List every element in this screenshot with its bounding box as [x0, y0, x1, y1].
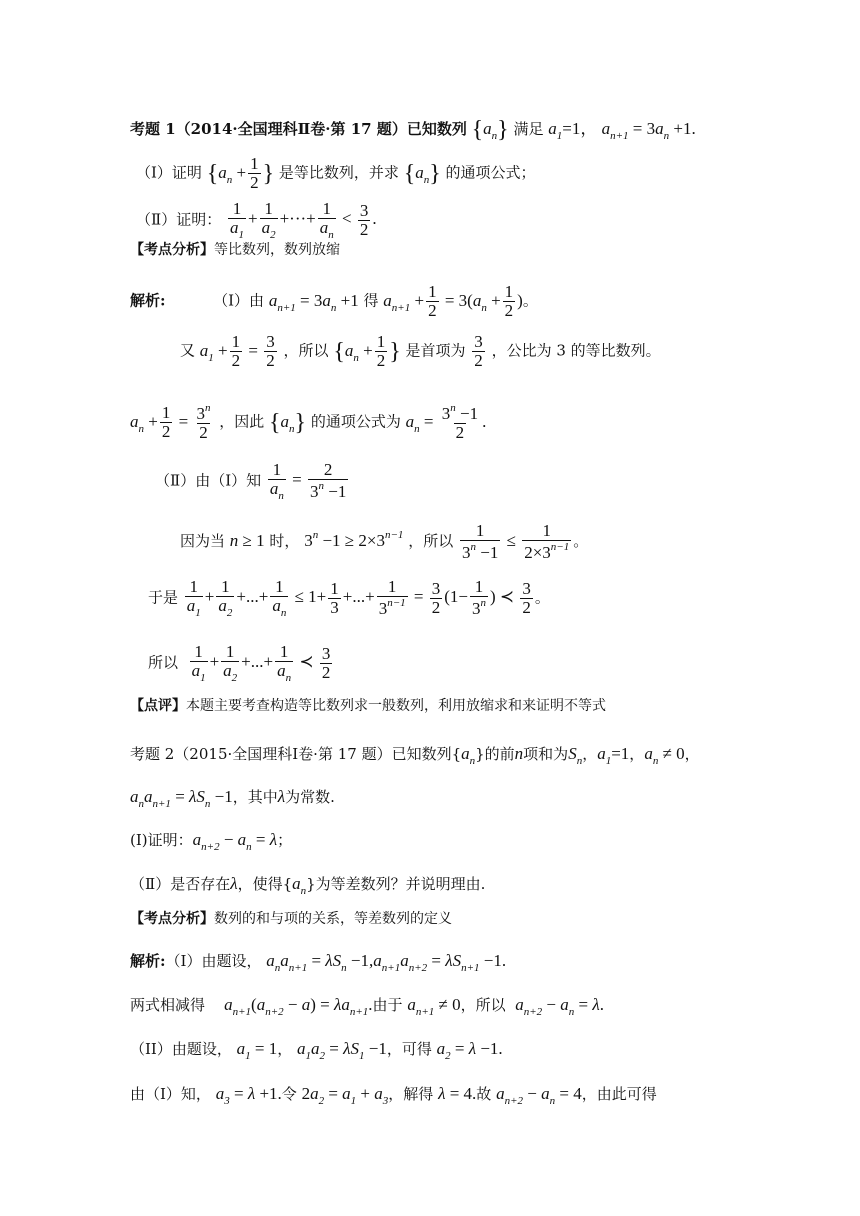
problem2-line2: $a_na_{n+1} = \lambda S_n -1$，其中λ为常数.: [130, 787, 335, 810]
problem1-solution-line2: 又 $a_1$ + $\frac{1}{2}$ = $\frac{3}{2}$ ，所以 {$a_n$ + $\frac{1}{2}$ } 是首项为 $\frac{3}{2}$ ，公比为 3 的等比数列。: [180, 332, 661, 370]
problem2-analysis: 【考点分析】数列的和与项的关系，等差数列的定义: [130, 911, 452, 927]
problem2-solution-line2: 两式相减得 $a_{n+1}(a_{n+2} - a) = \lambda a_{n+1}$.由于 $a_{n+1} \ne 0$，所以 $a_{n+2} - a_n = \lambda$.: [130, 995, 604, 1018]
problem2-solution-line1: 解析:（I）由题设， $a_na_{n+1} = \lambda S_n -1,a_{n+1}a_{n+2} = \lambda S_{n+1} -1$.: [130, 951, 507, 974]
problem2-solution-line3: （II）由题设， $a_1 = 1$， $a_1a_2 = \lambda S_1 -1$，可得 $a_2 = \lambda -1$.: [130, 1039, 503, 1062]
problem1-part1: （Ⅰ）证明 {$a_n$ + $\frac{1}{2}$ } 是等比数列，并求 $\{a_n\}$ 的通项公式；: [136, 154, 536, 192]
problem1-solution-line6: 于是 $\frac{1}{a_1}$ + $\frac{1}{a_2}$ +...+ $\frac{1}{a_n}$ ≤ 1+ $\frac{1}{3}$ +...+ $\frac{1}{3^{n-1}}$ = $\frac{3}{2}$ (1− $\frac{1}{3^n}$ ) ≺ $\frac{3}{2}$ 。: [148, 577, 550, 619]
problem2-part2: （Ⅱ）是否存在λ，使得$\{a_n\}$为等差数列？并说明理由.: [130, 874, 486, 897]
problem1-comment: 【点评】本题主要考查构造等比数列求一般数列，利用放缩求和来证明不等式: [130, 698, 606, 714]
problem1-part2: （Ⅱ）证明： $\frac{1}{a_1}$ + $\frac{1}{a_2}$ +···+ $\frac{1}{a_n}$ < $\frac{3}{2}$ .: [136, 199, 377, 241]
problem2-solution-line4: 由（I）知， $a_3 = \lambda +1$.令 $2a_2 = a_1 + a_3$，解得 λ = 4.故 $a_{n+2} - a_n = 4$，由此可得: [130, 1084, 657, 1107]
problem1-title: 考题 1（2014·全国理科Ⅱ卷·第 17 题）已知数列 $\{a_n\}$ 满足 $a_1=1$， $a_{n+1} = 3a_n +1$.: [130, 117, 696, 143]
problem1-solution-line7: 所以 $\frac{1}{a_1}$ + $\frac{1}{a_2}$ +...+ $\frac{1}{a_n}$ ≺ $\frac{3}{2}$: [148, 642, 331, 684]
problem2-title: 考题 2（2015·全国理科Ⅰ卷·第 17 题）已知数列$\{a_n\}$的前n项和为$S_n$，$a_1=1$，$a_n \ne 0$，: [130, 744, 700, 767]
problem1-solution-line1: 解析: （I）由 $a_{n+1} = 3a_n +1$ 得 $a_{n+1}$ + $\frac{1}{2}$ = $3(a_n$ + $\frac{1}{2}$ )。: [130, 282, 538, 320]
problem1-solution-line5: 因为当 n ≥ 1 时， $3^n -1 \ge 2\times 3^{n-1}$ ，所以 $\frac{1}{3^n -1}$ ≤ $\frac{1}{2\times 3^{n-1}}$ 。: [180, 521, 589, 562]
problem1-analysis: 【考点分析】等比数列，数列放缩: [130, 242, 340, 258]
problem1-solution-line4: （Ⅱ）由（I）知 $\frac{1}{a_n}$ = $\frac{2}{3^n -1}$: [155, 460, 347, 502]
problem1-title-text: 考题 1（2014·全国理科Ⅱ卷·第 17 题）已知数列: [130, 119, 467, 138]
problem1-solution-line3: $a_n$ + $\frac{1}{2}$ = $\frac{3^n}{2}$ ，因此 $\{a_n\}$ 的通项公式为 $a_n$ = $\frac{3^n -1}{2}$ .: [130, 402, 487, 442]
problem2-part1: (Ⅰ)证明：$a_{n+2} - a_n = \lambda$；: [130, 830, 293, 853]
